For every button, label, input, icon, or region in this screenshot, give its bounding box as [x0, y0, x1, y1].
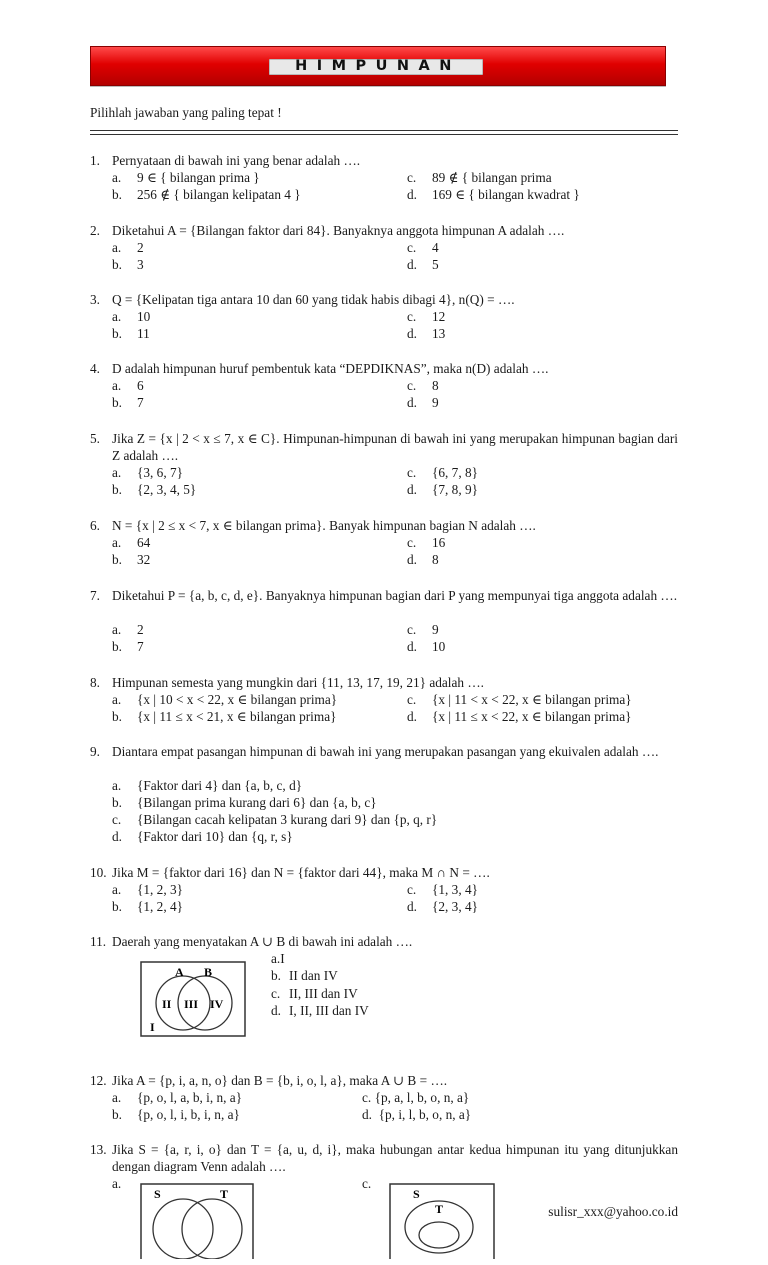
question-stem: Jika S = {a, r, i, o} dan T = {a, u, d, i}, maka hubungan antar kedua himpunan itu yang ditunjukkan dengan diagram Venn adalah …. — [112, 1142, 678, 1174]
set-s-label: S — [413, 1187, 420, 1201]
option-a[interactable]: a. {1, 2, 3} — [112, 882, 184, 897]
region-label: IV — [210, 997, 224, 1011]
option-d[interactable]: d. {7, 8, 9} — [407, 482, 479, 497]
question-number: 2. — [90, 223, 100, 238]
divider — [90, 134, 678, 135]
question-stem: Jika M = {faktor dari 16} dan N = {faktor dari 44}, maka M ∩ N = …. — [112, 865, 490, 880]
question-stem: Diketahui P = {a, b, c, d, e}. Banyaknya himpunan bagian dari P yang mempunyai tiga anggota adalah …. — [112, 588, 678, 603]
region-label: I — [150, 1020, 155, 1034]
question-stem: N = {x | 2 ≤ x < 7, x ∈ bilangan prima}. Banyak himpunan bagian N adalah …. — [112, 518, 536, 533]
title-banner — [90, 46, 666, 86]
option-b[interactable]: b. {x | 11 ≤ x < 21, x ∈ bilangan prima} — [112, 709, 337, 724]
option-c[interactable]: c. {p, a, l, b, o, n, a} — [362, 1090, 470, 1105]
option-a[interactable]: a. {p, o, l, a, b, i, n, a} — [112, 1090, 243, 1105]
page-title: HIMPUNAN — [295, 58, 461, 74]
option-a[interactable]: a. 10 — [112, 309, 151, 324]
option-b[interactable]: b. II dan IV — [271, 968, 338, 983]
question-stem: Diketahui A = {Bilangan faktor dari 84}. Banyaknya anggota himpunan A adalah …. — [112, 223, 565, 238]
option-c[interactable]: c. 12 — [407, 309, 446, 324]
question-stem: D adalah himpunan huruf pembentuk kata “DEPDIKNAS”, maka n(D) adalah …. — [112, 361, 549, 376]
question-number: 12. — [90, 1073, 107, 1088]
option-a[interactable]: a. 2 — [112, 240, 144, 255]
question-stem: Diantara empat pasangan himpunan di bawah ini yang merupakan pasangan yang ekuivalen adalah …. — [112, 744, 659, 759]
option-c[interactable]: c. {1, 3, 4} — [407, 882, 479, 897]
venn-diagram-option-c — [389, 1183, 495, 1259]
option-b[interactable]: b. 7 — [112, 395, 144, 410]
venn-diagram-a-union-b — [140, 961, 246, 1037]
option-d[interactable]: d. 169 ∈ { bilangan kwadrat } — [407, 187, 580, 202]
option-a[interactable]: a. 9 ∈ { bilangan prima } — [112, 170, 260, 185]
question-number: 10. — [90, 865, 107, 880]
option-b[interactable]: b. 3 — [112, 257, 144, 272]
question-stem: Daerah yang menyatakan A ∪ B di bawah ini adalah …. — [112, 934, 413, 949]
question-stem: Himpunan semesta yang mungkin dari {11, 13, 17, 19, 21} adalah …. — [112, 675, 484, 690]
option-b[interactable]: b. 7 — [112, 639, 144, 654]
option-c[interactable]: c. 4 — [407, 240, 439, 255]
region-label: II — [162, 997, 172, 1011]
option-c[interactable]: c. — [362, 1176, 372, 1191]
instruction-text: Pilihlah jawaban yang paling tepat ! — [90, 105, 282, 120]
question-number: 11. — [90, 934, 107, 949]
author-email: sulisr_xxx@yahoo.co.id — [548, 1204, 678, 1219]
option-a[interactable]: a. 64 — [112, 535, 151, 550]
question-number: 4. — [90, 361, 100, 376]
option-c[interactable]: c. 89 ∉ { bilangan prima — [407, 170, 552, 185]
option-c[interactable]: c. II, III dan IV — [271, 986, 358, 1001]
set-t-label: T — [435, 1202, 444, 1216]
option-b[interactable]: b. {Bilangan prima kurang dari 6} dan {a, b, c} — [112, 795, 377, 810]
option-b[interactable]: b. 32 — [112, 552, 151, 567]
option-c[interactable]: c. 16 — [407, 535, 446, 550]
option-a[interactable]: a. — [112, 1176, 122, 1191]
option-b[interactable]: b. {p, o, l, i, b, i, n, a} — [112, 1107, 240, 1122]
question-stem: Jika A = {p, i, a, n, o} dan B = {b, i, o, l, a}, maka A ∪ B = …. — [112, 1073, 448, 1088]
option-a[interactable]: a. {x | 10 < x < 22, x ∈ bilangan prima} — [112, 692, 338, 707]
option-b[interactable]: b. {2, 3, 4, 5} — [112, 482, 197, 497]
question-number: 6. — [90, 518, 100, 533]
option-d[interactable]: d. 9 — [407, 395, 439, 410]
option-c[interactable]: c. {x | 11 < x < 22, x ∈ bilangan prima} — [407, 692, 632, 707]
option-c[interactable]: c. {Bilangan cacah kelipatan 3 kurang dari 9} dan {p, q, r} — [112, 812, 438, 827]
option-b[interactable]: b. {1, 2, 4} — [112, 899, 184, 914]
option-d[interactable]: d. I, II, III dan IV — [271, 1003, 369, 1018]
option-d[interactable]: d. 8 — [407, 552, 439, 567]
question-stem: Jika Z = {x | 2 < x ≤ 7, x ∈ C}. Himpunan-himpunan di bawah ini yang merupakan himpunan bagian dari Z adalah …. — [112, 431, 678, 463]
option-d[interactable]: d. 10 — [407, 639, 446, 654]
question-number: 8. — [90, 675, 100, 690]
question-stem: Pernyataan di bawah ini yang benar adalah …. — [112, 153, 361, 168]
option-c[interactable]: c. 8 — [407, 378, 439, 393]
region-label: III — [184, 997, 199, 1011]
set-a-label: A — [175, 965, 184, 979]
question-stem: Q = {Kelipatan tiga antara 10 dan 60 yang tidak habis dibagi 4}, n(Q) = …. — [112, 292, 515, 307]
option-d[interactable]: d. 5 — [407, 257, 439, 272]
question-number: 9. — [90, 744, 100, 759]
option-c[interactable]: c. {6, 7, 8} — [407, 465, 479, 480]
option-d[interactable]: d. {Faktor dari 10} dan {q, r, s} — [112, 829, 293, 844]
option-d[interactable]: d. {p, i, l, b, o, n, a} — [362, 1107, 472, 1122]
question-number: 5. — [90, 431, 100, 446]
option-d[interactable]: d. {2, 3, 4} — [407, 899, 479, 914]
option-b[interactable]: b. 11 — [112, 326, 150, 341]
option-a[interactable]: a. {Faktor dari 4} dan {a, b, c, d} — [112, 778, 303, 793]
option-a[interactable]: a.I — [271, 951, 285, 966]
option-a[interactable]: a. {3, 6, 7} — [112, 465, 184, 480]
set-s-label: S — [154, 1187, 161, 1201]
question-number: 3. — [90, 292, 100, 307]
option-c[interactable]: c. 9 — [407, 622, 439, 637]
option-b[interactable]: b. 256 ∉ { bilangan kelipatan 4 } — [112, 187, 301, 202]
venn-diagram-option-a — [140, 1183, 254, 1259]
option-d[interactable]: d. 13 — [407, 326, 446, 341]
question-number: 13. — [90, 1142, 107, 1157]
option-a[interactable]: a. 2 — [112, 622, 144, 637]
set-t-label: T — [220, 1187, 229, 1201]
option-a[interactable]: a. 6 — [112, 378, 144, 393]
set-b-label: B — [204, 965, 213, 979]
question-number: 7. — [90, 588, 100, 603]
divider — [90, 130, 678, 131]
question-number: 1. — [90, 153, 100, 168]
option-d[interactable]: d. {x | 11 ≤ x < 22, x ∈ bilangan prima} — [407, 709, 632, 724]
